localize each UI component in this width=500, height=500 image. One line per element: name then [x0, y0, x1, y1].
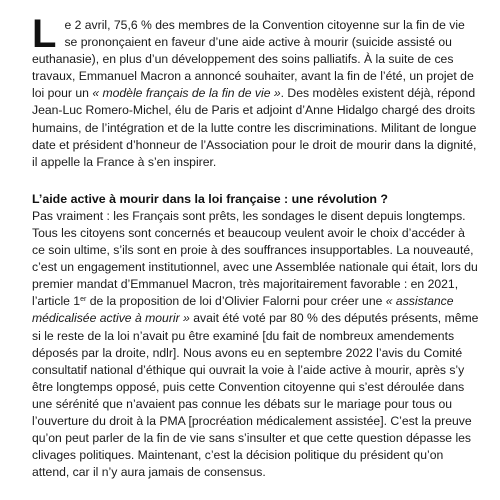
interview-question: L’aide active à mourir dans la loi française : une révolution ?: [32, 191, 388, 206]
answer-text-2: de la proposition de loi d’Olivier Falorni pour créer une: [86, 294, 386, 309]
answer-quote: « assistance médicalisée active à mourir »: [32, 294, 454, 326]
answer-text-1: Pas vraiment : les Français sont prêts, les sondages le disent depuis longtemps. Tous les citoyens sont concernés et beaucoup veulent avoir le choix d’accéder à ce soin ultime, s’ils sont en proie à des souffrances insupportables. La nouveauté, c’est un engagement institutionnel, avec une Assemblée nationale qui était, lors du premier mandat d’Emmanuel Macron, très majoritairement favorable : en 2021, l’article 1: [32, 208, 478, 309]
ordinal-superscript: er: [80, 296, 87, 304]
intro-quote: « modèle français de la fin de vie »: [92, 86, 281, 101]
drop-cap: L: [32, 12, 57, 56]
interview-answer: [32, 208, 480, 482]
answer-text-3: avait été voté par 80 % des députés présents, même si le reste de la loi n’avait pu être examiné [du fait de nombreux amendements déposés par la droite, ndlr]. Nous avons eu en septembre 2022 l’avis du Comité consultatif national d’éthique qui ouvrait la voie à l’aide active à mourir, après s’y être longtemps opposé, puis cette Convention citoyenne qui s’est déroulée dans une sérénité que n’avaient pas connue les débats sur le mariage pour tous ou l’ouverture du droit à la PMA [procréation médicalement assistée]. C’est la preuve qu’on peut parler de la fin de vie sans s’insulter et que cette question dépasse les clivages politiques. Maintenant, c’est la décision politique du président qu’on attend, car il n’y aura jamais de consensus.: [32, 311, 479, 480]
intro-text-1: e 2 avril, 75,6 % des membres de la Convention citoyenne sur la fin de vie se prononçaient en faveur d’une aide active à mourir (suicide assisté ou euthanasie), en plus d’un développement des soins palliatifs. À la suite de ces travaux, Emmanuel Macron a annoncé souhaiter, avant la fin de l’été, un projet de loi pour un: [32, 18, 474, 101]
article-body: [32, 12, 480, 481]
intro-paragraph: [32, 12, 480, 171]
intro-text-2: . Des modèles existent déjà, répond Jean-Luc Romero-Michel, élu de Paris et adjoint d’Anne Hidalgo chargé des droits humains, de l’intégration et de la lutte contre les discriminations. Militant de longue date et président d’honneur de l’Association pour le droit de mourir dans la dignité, il appelle la France à s’en inspirer.: [32, 86, 477, 169]
